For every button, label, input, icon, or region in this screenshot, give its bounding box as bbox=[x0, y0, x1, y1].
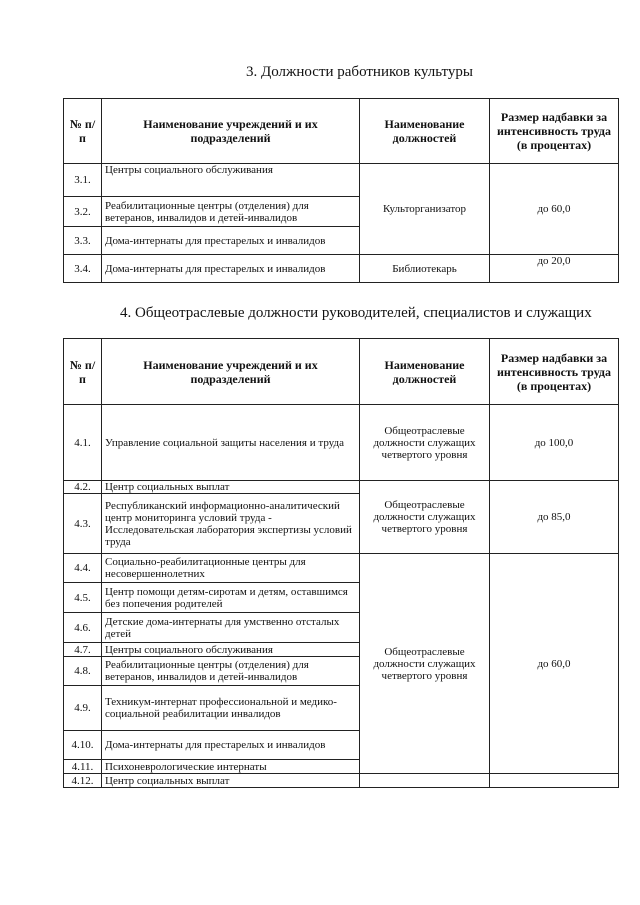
section-3-title: 3. Должности работников культуры bbox=[246, 64, 473, 80]
row-num: 3.3. bbox=[64, 227, 102, 255]
row-num: 4.6. bbox=[64, 613, 102, 643]
row-num: 4.5. bbox=[64, 583, 102, 613]
position-cell: Культорганизатор bbox=[360, 164, 490, 255]
row-institution: Реабилитационные центры (отделения) для ветеранов, инвалидов и детей-инвалидов bbox=[102, 197, 360, 227]
table-header-row bbox=[64, 339, 619, 405]
header-institutions: Наименование учреждений и их подразделений bbox=[102, 339, 360, 405]
row-num: 4.7. bbox=[64, 643, 102, 657]
row-num: 4.1. bbox=[64, 405, 102, 481]
position-cell: Общеотраслевые должности служащих четвертого уровня bbox=[360, 405, 490, 481]
bonus-cell: до 20,0 bbox=[490, 255, 619, 283]
row-num: 4.9. bbox=[64, 686, 102, 731]
header-positions: Наименование должностей bbox=[360, 339, 490, 405]
bonus-cell: до 100,0 bbox=[490, 405, 619, 481]
row-institution: Психоневрологические интернаты bbox=[102, 760, 360, 774]
row-institution: Детские дома-интернаты для умственно отсталых детей bbox=[102, 613, 360, 643]
row-institution: Центр социальных выплат bbox=[102, 481, 360, 494]
row-institution: Техникум-интернат профессиональной и медико-социальной реабилитации инвалидов bbox=[102, 686, 360, 731]
row-num: 4.8. bbox=[64, 657, 102, 686]
table-row bbox=[64, 481, 619, 494]
table-header-row bbox=[64, 99, 619, 164]
table-row bbox=[64, 554, 619, 583]
row-num: 4.12. bbox=[64, 774, 102, 788]
bonus-cell: до 85,0 bbox=[490, 481, 619, 554]
culture-positions-table bbox=[63, 98, 619, 283]
header-bonus: Размер надбавки за интенсивность труда (в процентах) bbox=[490, 99, 619, 164]
bonus-cell: до 60,0 bbox=[490, 164, 619, 255]
row-institution: Дома-интернаты для престарелых и инвалидов bbox=[102, 255, 360, 283]
position-cell: Библиотекарь bbox=[360, 255, 490, 283]
header-num: № п/п bbox=[64, 99, 102, 164]
row-institution: Управление социальной защиты населения и труда bbox=[102, 405, 360, 481]
row-num: 4.4. bbox=[64, 554, 102, 583]
row-institution: Дома-интернаты для престарелых и инвалидов bbox=[102, 227, 360, 255]
empty-cell bbox=[490, 774, 619, 788]
header-positions: Наименование должностей bbox=[360, 99, 490, 164]
row-num: 4.3. bbox=[64, 494, 102, 554]
row-institution: Центры социального обслуживания bbox=[102, 164, 360, 197]
empty-cell bbox=[360, 774, 490, 788]
row-num: 4.2. bbox=[64, 481, 102, 494]
section-4-title: 4. Общеотраслевые должности руководителей, специалистов и служащих bbox=[120, 305, 592, 321]
table-row bbox=[64, 774, 619, 788]
row-num: 4.10. bbox=[64, 731, 102, 760]
position-cell: Общеотраслевые должности служащих четвертого уровня bbox=[360, 554, 490, 774]
row-num: 3.1. bbox=[64, 164, 102, 197]
header-institutions: Наименование учреждений и их подразделений bbox=[102, 99, 360, 164]
row-institution: Центр помощи детям-сиротам и детям, оставшимся без попечения родителей bbox=[102, 583, 360, 613]
row-num: 3.4. bbox=[64, 255, 102, 283]
bonus-cell: до 60,0 bbox=[490, 554, 619, 774]
row-institution: Реабилитационные центры (отделения) для ветеранов, инвалидов и детей-инвалидов bbox=[102, 657, 360, 686]
header-bonus: Размер надбавки за интенсивность труда (в процентах) bbox=[490, 339, 619, 405]
table-row bbox=[64, 255, 619, 283]
row-num: 4.11. bbox=[64, 760, 102, 774]
general-positions-table bbox=[63, 338, 619, 788]
row-institution: Дома-интернаты для престарелых и инвалидов bbox=[102, 731, 360, 760]
row-institution: Социально-реабилитационные центры для несовершеннолетних bbox=[102, 554, 360, 583]
row-institution: Центр социальных выплат bbox=[102, 774, 360, 788]
row-num: 3.2. bbox=[64, 197, 102, 227]
position-cell: Общеотраслевые должности служащих четвертого уровня bbox=[360, 481, 490, 554]
row-institution: Республиканский информационно-аналитический центр мониторинга условий труда - Исследовательская лаборатория экспертизы условий труда bbox=[102, 494, 360, 554]
header-num: № п/п bbox=[64, 339, 102, 405]
table-row bbox=[64, 164, 619, 197]
row-institution: Центры социального обслуживания bbox=[102, 643, 360, 657]
table-row bbox=[64, 405, 619, 481]
